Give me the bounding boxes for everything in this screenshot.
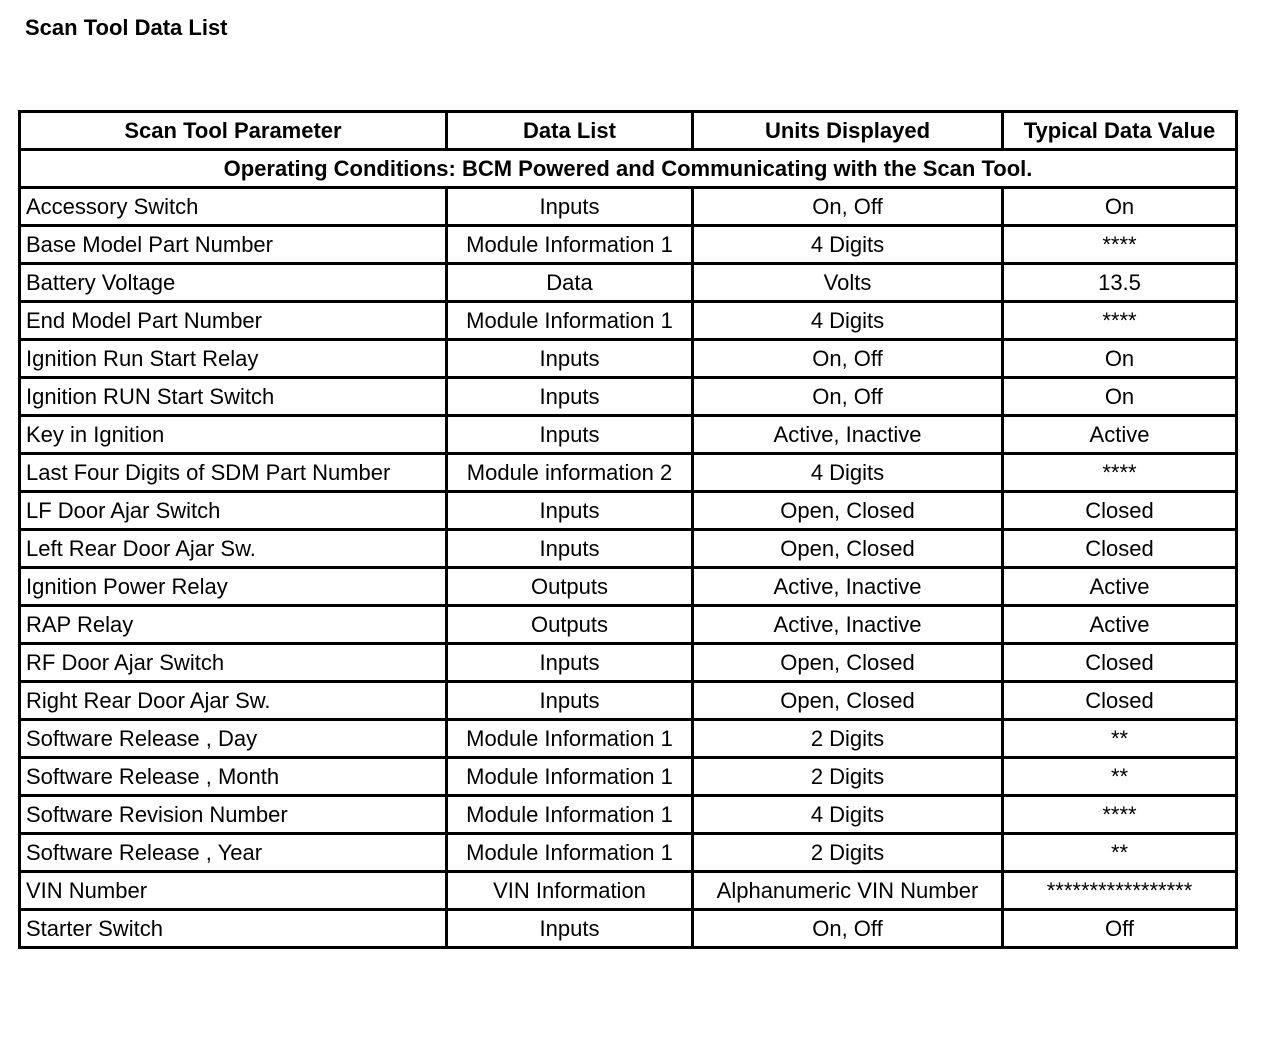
cell-units: Open, Closed [693, 682, 1003, 720]
scan-tool-data-table [18, 110, 1238, 949]
cell-parameter: VIN Number [20, 872, 447, 910]
cell-data-list: Inputs [447, 378, 693, 416]
cell-typical-value: On [1003, 188, 1237, 226]
cell-data-list: Inputs [447, 416, 693, 454]
table-row [20, 264, 1237, 302]
cell-data-list: VIN Information [447, 872, 693, 910]
cell-parameter: Right Rear Door Ajar Sw. [20, 682, 447, 720]
cell-data-list: Module Information 1 [447, 834, 693, 872]
cell-units: 2 Digits [693, 834, 1003, 872]
cell-parameter: Key in Ignition [20, 416, 447, 454]
table-row [20, 302, 1237, 340]
cell-units: 4 Digits [693, 226, 1003, 264]
cell-typical-value: Off [1003, 910, 1237, 948]
cell-data-list: Module Information 1 [447, 796, 693, 834]
cell-typical-value: Closed [1003, 530, 1237, 568]
page-title: Scan Tool Data List [25, 15, 228, 40]
cell-data-list: Module Information 1 [447, 302, 693, 340]
cell-units: Active, Inactive [693, 568, 1003, 606]
cell-typical-value: ** [1003, 720, 1237, 758]
cell-parameter: Ignition RUN Start Switch [20, 378, 447, 416]
header-units-displayed: Units Displayed [693, 112, 1003, 150]
table-row [20, 758, 1237, 796]
cell-parameter: Starter Switch [20, 910, 447, 948]
cell-units: Active, Inactive [693, 606, 1003, 644]
table-row [20, 682, 1237, 720]
cell-units: Open, Closed [693, 644, 1003, 682]
cell-data-list: Inputs [447, 340, 693, 378]
cell-data-list: Inputs [447, 644, 693, 682]
table-row [20, 378, 1237, 416]
table-row [20, 454, 1237, 492]
cell-parameter: Software Release , Day [20, 720, 447, 758]
cell-parameter: Left Rear Door Ajar Sw. [20, 530, 447, 568]
table-row [20, 834, 1237, 872]
cell-data-list: Outputs [447, 606, 693, 644]
table-row [20, 568, 1237, 606]
table-row [20, 606, 1237, 644]
cell-data-list: Module Information 1 [447, 758, 693, 796]
header-typical-data-value: Typical Data Value [1003, 112, 1237, 150]
cell-units: Alphanumeric VIN Number [693, 872, 1003, 910]
cell-units: On, Off [693, 188, 1003, 226]
cell-parameter: Ignition Power Relay [20, 568, 447, 606]
cell-data-list: Outputs [447, 568, 693, 606]
cell-typical-value: **** [1003, 454, 1237, 492]
cell-units: 2 Digits [693, 758, 1003, 796]
cell-data-list: Inputs [447, 188, 693, 226]
cell-parameter: Battery Voltage [20, 264, 447, 302]
cell-typical-value: Closed [1003, 682, 1237, 720]
cell-units: 2 Digits [693, 720, 1003, 758]
cell-typical-value: Active [1003, 568, 1237, 606]
cell-units: 4 Digits [693, 454, 1003, 492]
cell-typical-value: ***************** [1003, 872, 1237, 910]
cell-units: 4 Digits [693, 302, 1003, 340]
cell-parameter: Accessory Switch [20, 188, 447, 226]
cell-units: Volts [693, 264, 1003, 302]
operating-conditions-row [20, 150, 1237, 188]
table-row [20, 644, 1237, 682]
cell-parameter: RF Door Ajar Switch [20, 644, 447, 682]
table-row [20, 796, 1237, 834]
cell-parameter: LF Door Ajar Switch [20, 492, 447, 530]
cell-parameter: End Model Part Number [20, 302, 447, 340]
table-row [20, 720, 1237, 758]
table-row [20, 910, 1237, 948]
cell-units: Open, Closed [693, 530, 1003, 568]
header-scan-tool-parameter: Scan Tool Parameter [20, 112, 447, 150]
cell-parameter: Base Model Part Number [20, 226, 447, 264]
table-row [20, 416, 1237, 454]
cell-typical-value: **** [1003, 302, 1237, 340]
cell-data-list: Inputs [447, 910, 693, 948]
cell-typical-value: ** [1003, 834, 1237, 872]
cell-parameter: Last Four Digits of SDM Part Number [20, 454, 447, 492]
cell-data-list: Data [447, 264, 693, 302]
cell-typical-value: Active [1003, 606, 1237, 644]
header-row [20, 112, 1237, 150]
cell-units: Open, Closed [693, 492, 1003, 530]
header-data-list: Data List [447, 112, 693, 150]
cell-typical-value: Active [1003, 416, 1237, 454]
cell-data-list: Module Information 1 [447, 720, 693, 758]
cell-data-list: Inputs [447, 530, 693, 568]
cell-data-list: Module Information 1 [447, 226, 693, 264]
cell-parameter: Software Release , Month [20, 758, 447, 796]
operating-conditions: Operating Conditions: BCM Powered and Communicating with the Scan Tool. [20, 150, 1237, 188]
cell-parameter: Software Release , Year [20, 834, 447, 872]
cell-data-list: Module information 2 [447, 454, 693, 492]
table-row [20, 530, 1237, 568]
table-row [20, 188, 1237, 226]
cell-typical-value: On [1003, 340, 1237, 378]
cell-units: On, Off [693, 910, 1003, 948]
cell-typical-value: 13.5 [1003, 264, 1237, 302]
cell-typical-value: On [1003, 378, 1237, 416]
cell-typical-value: **** [1003, 226, 1237, 264]
cell-typical-value: **** [1003, 796, 1237, 834]
cell-data-list: Inputs [447, 492, 693, 530]
table-row [20, 340, 1237, 378]
cell-units: On, Off [693, 340, 1003, 378]
cell-parameter: Software Revision Number [20, 796, 447, 834]
cell-units: Active, Inactive [693, 416, 1003, 454]
cell-typical-value: Closed [1003, 492, 1237, 530]
table-row [20, 226, 1237, 264]
cell-parameter: RAP Relay [20, 606, 447, 644]
cell-parameter: Ignition Run Start Relay [20, 340, 447, 378]
cell-typical-value: Closed [1003, 644, 1237, 682]
cell-units: On, Off [693, 378, 1003, 416]
table-row [20, 872, 1237, 910]
cell-units: 4 Digits [693, 796, 1003, 834]
cell-typical-value: ** [1003, 758, 1237, 796]
table-row [20, 492, 1237, 530]
cell-data-list: Inputs [447, 682, 693, 720]
